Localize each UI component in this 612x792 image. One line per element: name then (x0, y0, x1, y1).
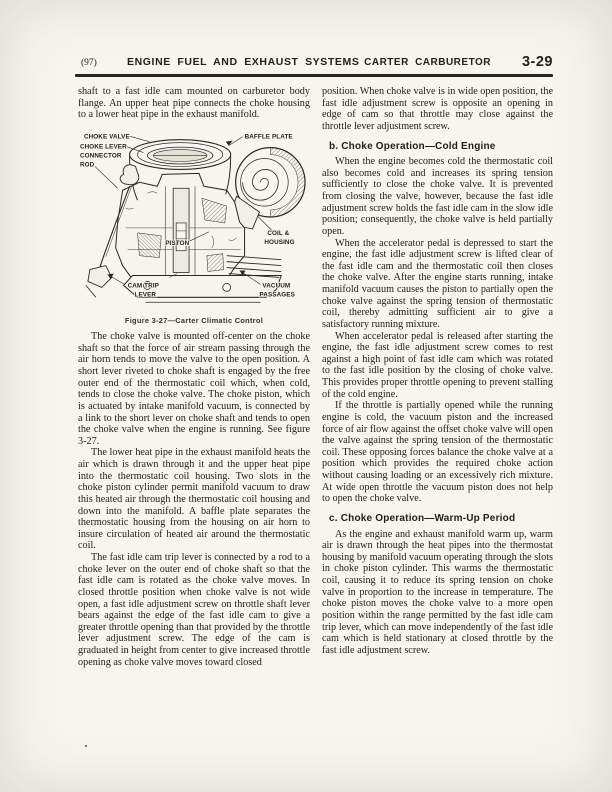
paragraph: If the throttle is partially opened while the running engine is cold, the vacuum piston and the increased force of air flow against the offset choke valve will open the valve against the spring tension of the thermostatic coil. These opposing forces balance the choke valve at a position which provides the required choke action without causing loading or an excessively rich mixture. At wide open throttle the vacuum piston does not help to open the choke valve. (322, 400, 553, 505)
figure-label-cam-trip: CAM TRIP (127, 282, 159, 290)
paragraph: When the engine becomes cold the thermostatic coil also becomes cold and increases its spring tension sufficiently to close the choke valve. It is prevented from closing the valve, however, because the fast idle adjustment screw holds the fast idle cam in the slow idle position; consequently, the choke valve is held partially open. (322, 156, 553, 237)
carburetor-cutaway-art (83, 133, 305, 303)
paragraph: The choke valve is mounted off-center on the choke shaft so that the force of air stream passing through the air horn tends to move the valve to the open position. A short lever riveted to choke shaft is engaged by the free outer end of the thermostatic coil which, when cold, tends to close the choke valve. The choke piston, which is actuated by intake manifold vacuum, is connected by a link to the short lever on choke shaft and tends to open the choke valve when the engine is running. See figure 3-27. (78, 331, 310, 447)
baffle-arrowhead (226, 141, 233, 146)
paragraph: position. When choke valve is in wide open position, the fast idle adjustment screw is opposite an opening in edge of cam so that throttle may close against the throttle lever adjustment screw. (322, 86, 553, 132)
paragraph: The lower heat pipe in the exhaust manifold heats the air which is drawn through it and the upper heat pipe into the thermostatic coil housing. Two slots in the choke piston cylinder permit manifold vacuum to draw this heated air through the thermostatic coil housing and down into the manifold. A baffle plate separates the thermostatic housing from the housing on air horn to insure circulation of heated air around the thermostatic coil. (78, 447, 310, 552)
figure-label-passages: PASSAGES (259, 291, 295, 299)
paragraph: When the accelerator pedal is depressed to start the engine, the fast idle adjustment screw is lifted clear of the fast idle cam and the thermostatic coil then closes the choke valve. After the engine starts running, intake manifold vacuum causes the piston to partially open the choke valve against the spring tension of thermostatic coil, thereby admitting sufficient air to give a satisfactory running mixture. (322, 237, 553, 330)
figure-label-rod: ROD (79, 161, 95, 169)
figure-label-baffle-plate: BAFFLE PLATE (244, 133, 293, 141)
left-column (78, 86, 310, 668)
page-ref: (97) (81, 58, 97, 68)
figure-caption: Figure 3-27—Carter Climatic Control (124, 315, 264, 325)
print-speck (85, 745, 87, 747)
page-number: 3-29 (521, 54, 553, 70)
figure-label-coil: COIL & (267, 229, 290, 237)
figure-label-lever: LEVER (134, 291, 157, 299)
paragraph: The fast idle cam trip lever is connected by a rod to a choke lever on the outer end of choke shaft so that the fast idle cam is rotated as the choke valve moves. In closed throttle position when choke valve is not wide open, a fast idle adjustment screw on throttle shaft lever bears against the edge of the fast idle cam to give a greater throttle opening than that provided by the throttle lever adjustment screw. The edge of the cam is graduated in height from center to give increased throttle opening as choke valve moves toward closed (78, 552, 310, 668)
page-header (75, 56, 553, 72)
right-column (322, 86, 553, 656)
chapter-title: CARTER CARBURETOR (364, 57, 491, 68)
figure-label-housing: HOUSING (264, 238, 295, 246)
figure-label-vacuum: VACUUM (262, 282, 291, 290)
heading-choke-operation-cold-engine: b. Choke Operation—Cold Engine (329, 140, 496, 152)
figure-label-choke-lever: CHOKE LEVER (79, 143, 127, 151)
figure-label-piston: PISTON (165, 239, 190, 247)
section-title: ENGINE FUEL AND EXHAUST SYSTEMS (127, 56, 360, 68)
figure-3-27-illustration (78, 128, 310, 308)
header-rule (75, 74, 553, 77)
paragraph: As the engine and exhaust manifold warm up, warm air is drawn through the heat pipes into the thermostat housing by manifold vacuum operating through the slots in choke piston cylinder. This warms the thermostatic coil, causing it to reduce its spring tension on choke valve in proportion to the increase in temperature. The choke piston moves the choke valve to a more open position within the range permitted by the fast idle cam trip lever, which can move independently of the fast idle cam which is held stationary at closed throttle by the fast idle adjustment screw. (322, 528, 553, 656)
figure-3-27 (78, 128, 310, 326)
figure-label-connector: CONNECTOR (79, 152, 122, 160)
paragraph: When accelerator pedal is released after starting the engine, the fast idle adjustment screw comes to rest against a high point of fast idle cam which was rotated to the fast idle position by the closing of choke valve. This provides proper throttle opening to prevent stalling of the cold engine. (322, 330, 553, 400)
figure-label-choke-valve: CHOKE VALVE (83, 133, 130, 141)
paragraph: shaft to a fast idle cam mounted on carburetor body flange. An upper heat pipe connects the choke housing to a lower heat pipe in the exhaust manifold. (78, 86, 310, 121)
heading-choke-operation-warm-up-period: c. Choke Operation—Warm-Up Period (329, 512, 516, 524)
